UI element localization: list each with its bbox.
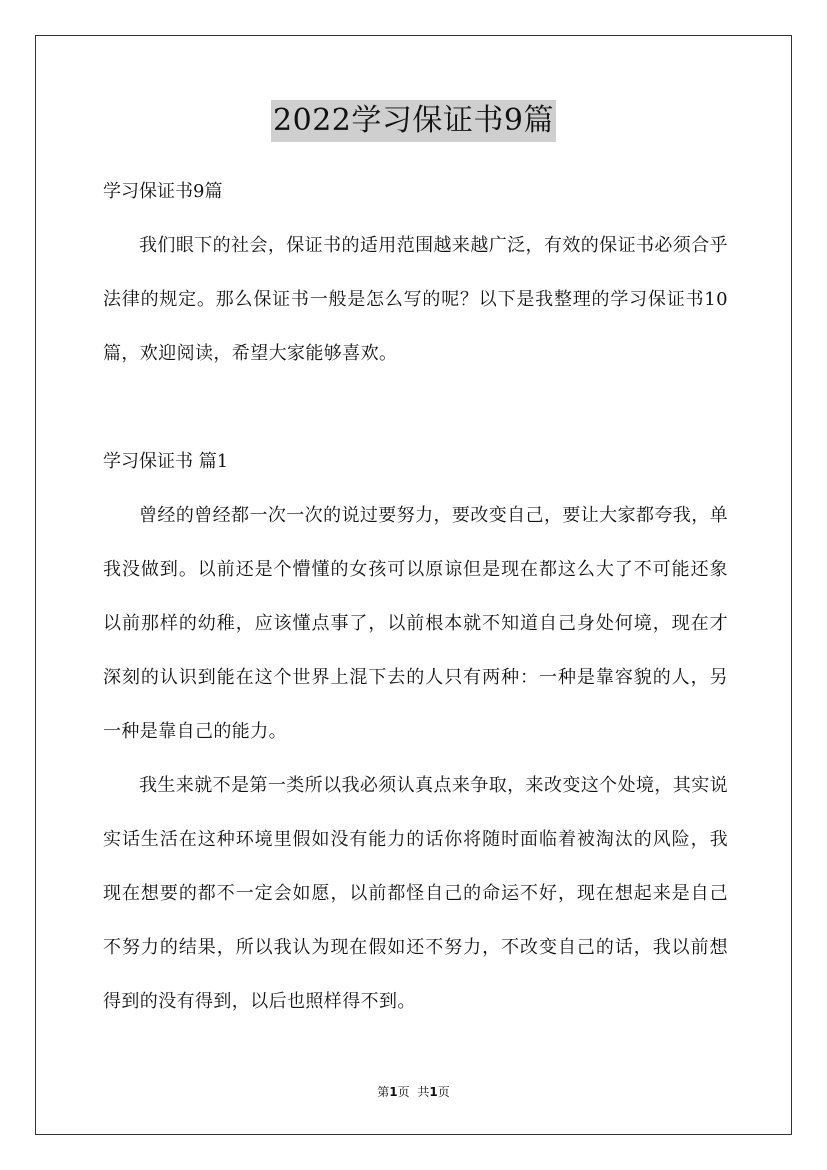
section-1-paragraph-1: 曾经的曾经都一次一次的说过要努力，要改变自己，要让大家都夸我，单我没做到。以前还是个懵懂的女孩可以原谅但是现在都这么大了不可能还象以前那样的幼稚，应该懂点事了，以前根本就不知道自己身处何境，现在才深刻的认识到能在这个世界上混下去的人只有两种：一种是靠容貌的人，另一种是靠自己的能力。: [103, 505, 728, 742]
document-title-wrapper: [0, 100, 827, 142]
intro-paragraph: 我们眼下的社会，保证书的适用范围越来越广泛，有效的保证书必须合乎法律的规定。那么保证书一般是怎么写的呢？以下是我整理的学习保证书10篇，欢迎阅读，希望大家能够喜欢。: [103, 235, 728, 364]
page-footer: [0, 1084, 827, 1100]
section-spacer: [103, 381, 728, 435]
total-label: 共: [417, 1085, 430, 1099]
page-number: 1: [389, 1085, 398, 1099]
section-heading-1: 学习保证书 篇1: [103, 451, 229, 472]
document-body: [103, 165, 728, 1029]
document-title: 2022学习保证书9篇: [271, 100, 556, 142]
document-subtitle: 学习保证书9篇: [103, 181, 223, 202]
page-suffix: 页: [397, 1085, 410, 1099]
section-1-paragraph-2: 我生来就不是第一类所以我必须认真点来争取，来改变这个处境，其实说实话生活在这种环境里假如没有能力的话你将随时面临着被淘汰的风险，我现在想要的都不一定会如愿，以前都怪自己的命运不好，现在想起来是自己不努力的结果，所以我认为现在假如还不努力，不改变自己的话，我以前想得到的没有得到，以后也照样得不到。: [103, 775, 728, 1012]
total-pages: 1: [429, 1085, 438, 1099]
page-label: 第: [377, 1085, 390, 1099]
total-suffix: 页: [437, 1085, 450, 1099]
